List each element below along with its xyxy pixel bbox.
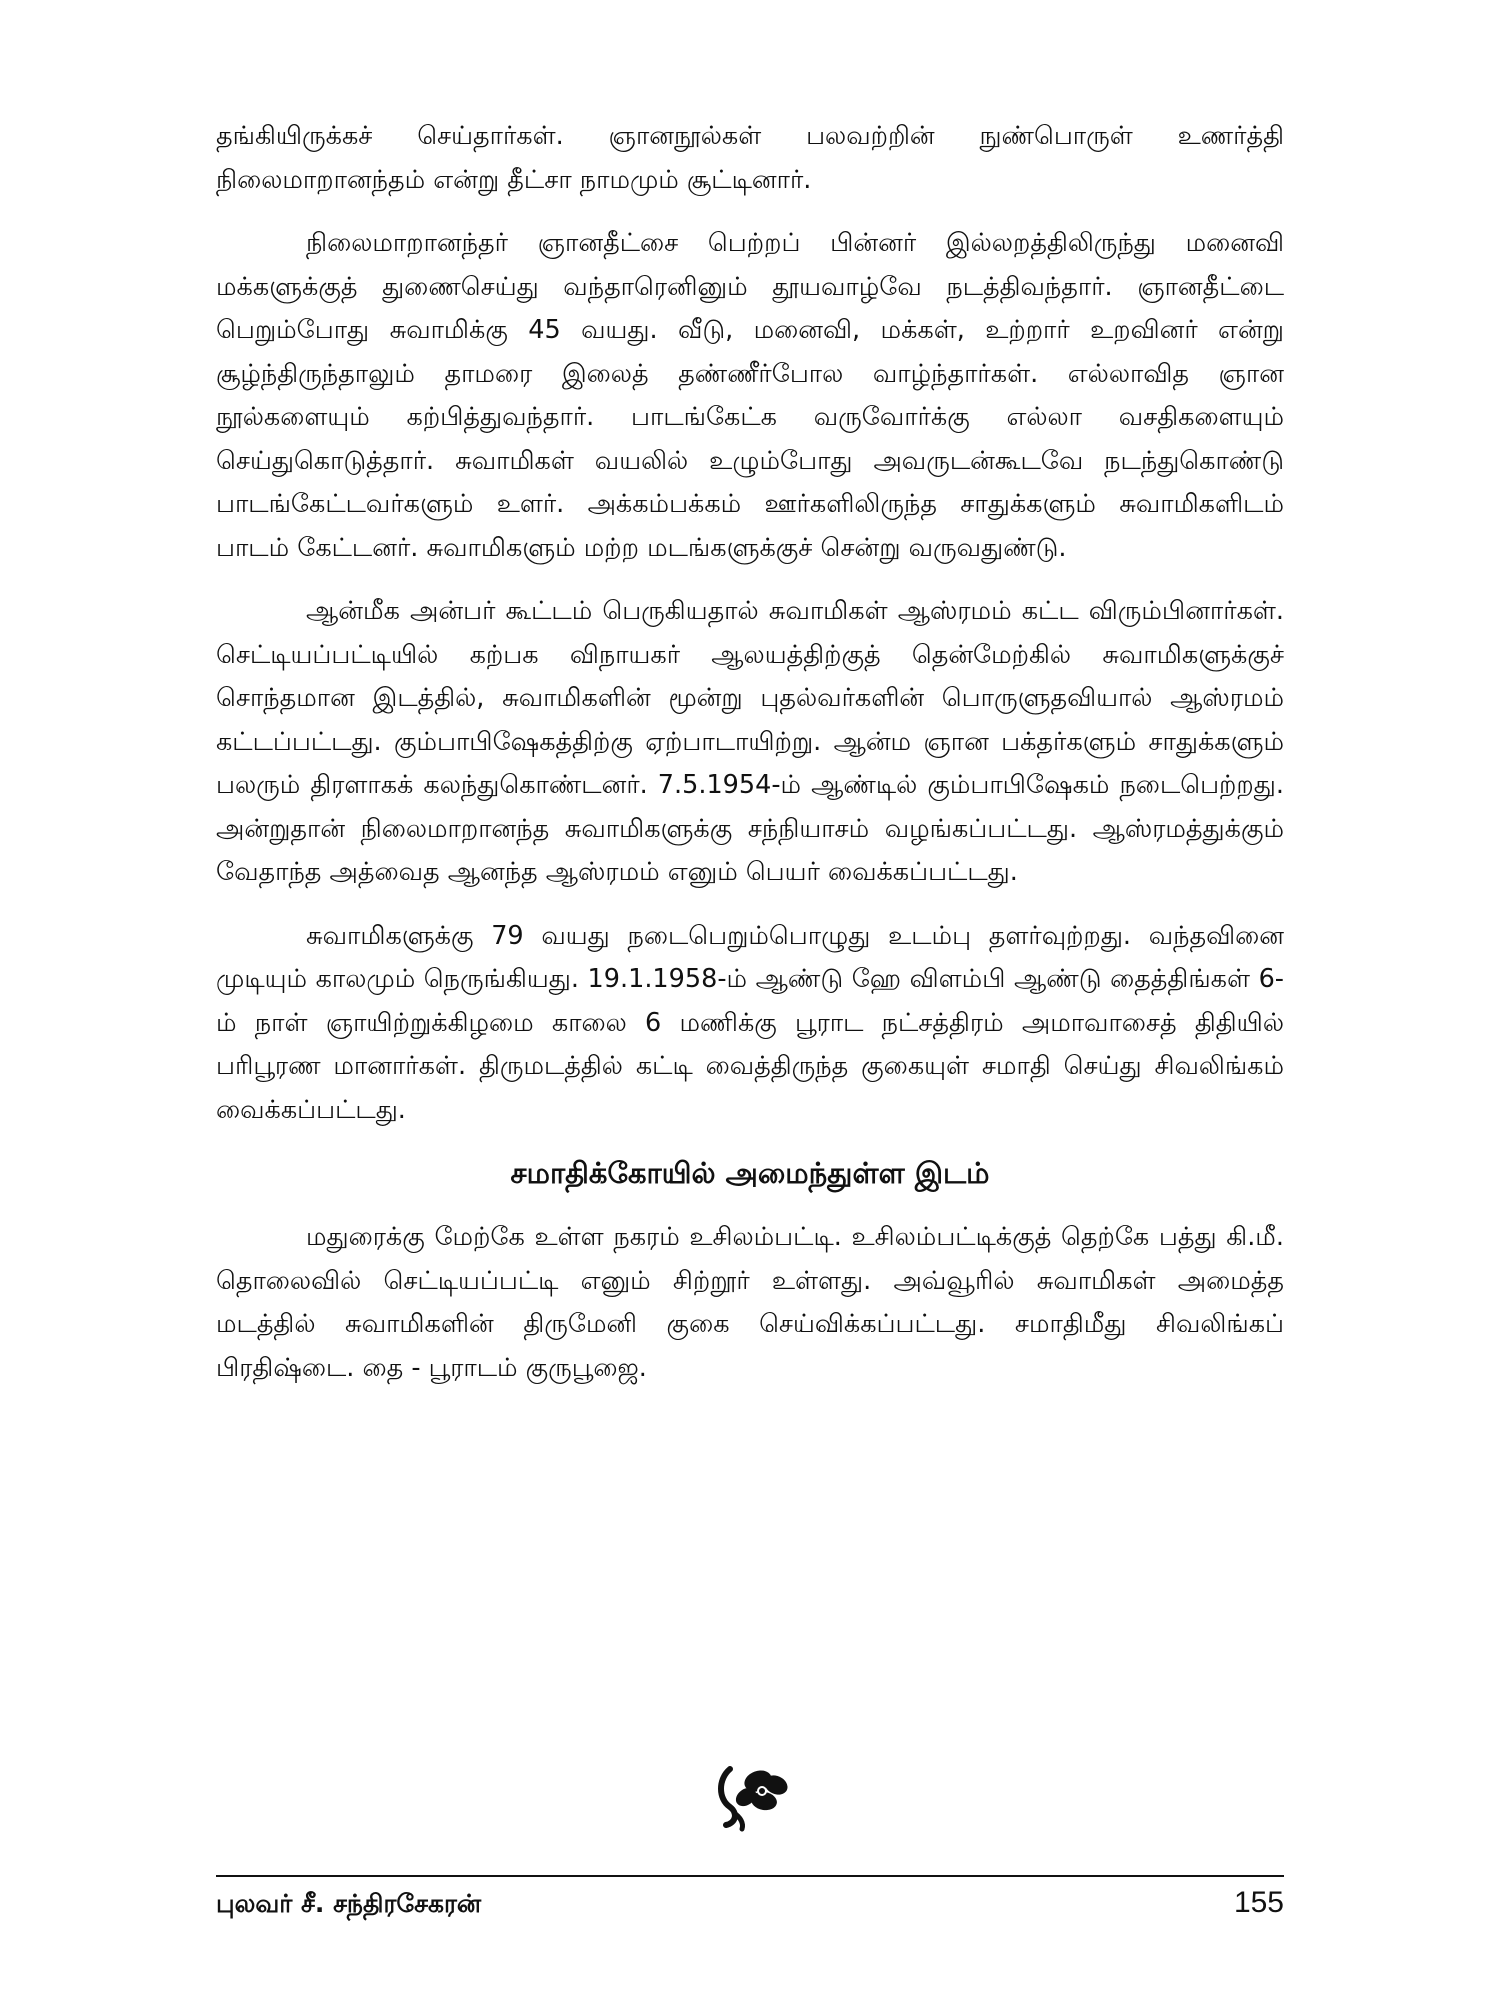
- floral-ornament-icon: [700, 1755, 800, 1835]
- page-number: 155: [1233, 1886, 1284, 1919]
- paragraph-4: சுவாமிகளுக்கு 79 வயது நடைபெறும்பொழுது உடம்பு தளர்வுற்றது. வந்தவினை முடியும் காலமும் நெருங்கியது. 19.1.1958-ம் ஆண்டு ஹே விளம்பி ஆண்டு தைத்திங்கள் 6-ம் நாள் ஞாயிற்றுக்கிழமை காலை 6 மணிக்கு பூராட நட்சத்திரம் அமாவாசைத் திதியில் பரிபூரண மானார்கள். திருமடத்தில் கட்டி வைத்திருந்த குகையுள் சமாதி செய்து சிவலிங்கம் வைக்கப்பட்டது.: [216, 920, 1284, 1125]
- footer-author: புலவர் சீ. சந்திரசேகரன்: [216, 1889, 482, 1918]
- paragraph-3: ஆன்மீக அன்பர் கூட்டம் பெருகியதால் சுவாமிகள் ஆஸ்ரமம் கட்ட விரும்பினார்கள். செட்டியப்பட்டியில் கற்பக விநாயகர் ஆலயத்திற்குத் தென்மேற்கில் சுவாமிகளுக்குச் சொந்தமான இடத்தில், சுவாமிகளின் மூன்று புதல்வர்களின் பொருளுதவியால் ஆஸ்ரமம் கட்டப்பட்டது. கும்பாபிஷேகத்திற்கு ஏற்பாடாயிற்று. ஆன்ம ஞான பக்தர்களும் சாதுக்களும் பலரும் திரளாகக் கலந்துகொண்டனர். 7.5.1954-ம் ஆண்டில் கும்பாபிஷேகம் நடைபெற்றது. அன்றுதான் நிலைமாறானந்த சுவாமிகளுக்கு சந்நியாசம் வழங்கப்பட்டது. ஆஸ்ரமத்துக்கும் வேதாந்த அத்வைத ஆனந்த ஆஸ்ரமம் எனும் பெயர் வைக்கப்பட்டது.: [216, 596, 1284, 887]
- section-paragraph: மதுரைக்கு மேற்கே உள்ள நகரம் உசிலம்பட்டி. உசிலம்பட்டிக்குத் தெற்கே பத்து கி.மீ. தொலைவில் செட்டியப்பட்டி எனும் சிற்றூர் உள்ளது. அவ்வூரில் சுவாமிகள் அமைத்த மடத்தில் சுவாமிகளின் திருமேனி குகை செய்விக்கப்பட்டது. சமாதிமீது சிவலிங்கப் பிரதிஷ்டை. தை - பூராடம் குருபூஜை.: [216, 1222, 1284, 1383]
- page-body: [216, 115, 1284, 1410]
- page-footer: [216, 1886, 1284, 1922]
- paragraph-1: தங்கியிருக்கச் செய்தார்கள். ஞானநூல்கள் பலவற்றின் நுண்பொருள் உணர்த்தி நிலைமாறானந்தம் என்று தீட்சா நாமமும் சூட்டினார்.: [216, 121, 1284, 195]
- footer-divider: [216, 1875, 1284, 1877]
- paragraph-2: நிலைமாறானந்தர் ஞானதீட்சை பெற்றப் பின்னர் இல்லறத்திலிருந்து மனைவி மக்களுக்குத் துணைசெய்து வந்தாரெனினும் தூயவாழ்வே நடத்திவந்தார். ஞானதீட்டை பெறும்போது சுவாமிக்கு 45 வயது. வீடு, மனைவி, மக்கள், உற்றார் உறவினர் என்று சூழ்ந்திருந்தாலும் தாமரை இலைத் தண்ணீர்போல வாழ்ந்தார்கள். எல்லாவித ஞான நூல்களையும் கற்பித்துவந்தார். பாடங்கேட்க வருவோர்க்கு எல்லா வசதிகளையும் செய்துகொடுத்தார். சுவாமிகள் வயலில் உழும்போது அவருடன்கூடவே நடந்துகொண்டு பாடங்கேட்டவர்களும் உளர். அக்கம்பக்கம் ஊர்களிலிருந்த சாதுக்களும் சுவாமிகளிடம் பாடம் கேட்டனர். சுவாமிகளும் மற்ற மடங்களுக்குச் சென்று வருவதுண்டு.: [216, 228, 1284, 563]
- section-heading: சமாதிக்கோயில் அமைந்துள்ள இடம்: [510, 1156, 990, 1190]
